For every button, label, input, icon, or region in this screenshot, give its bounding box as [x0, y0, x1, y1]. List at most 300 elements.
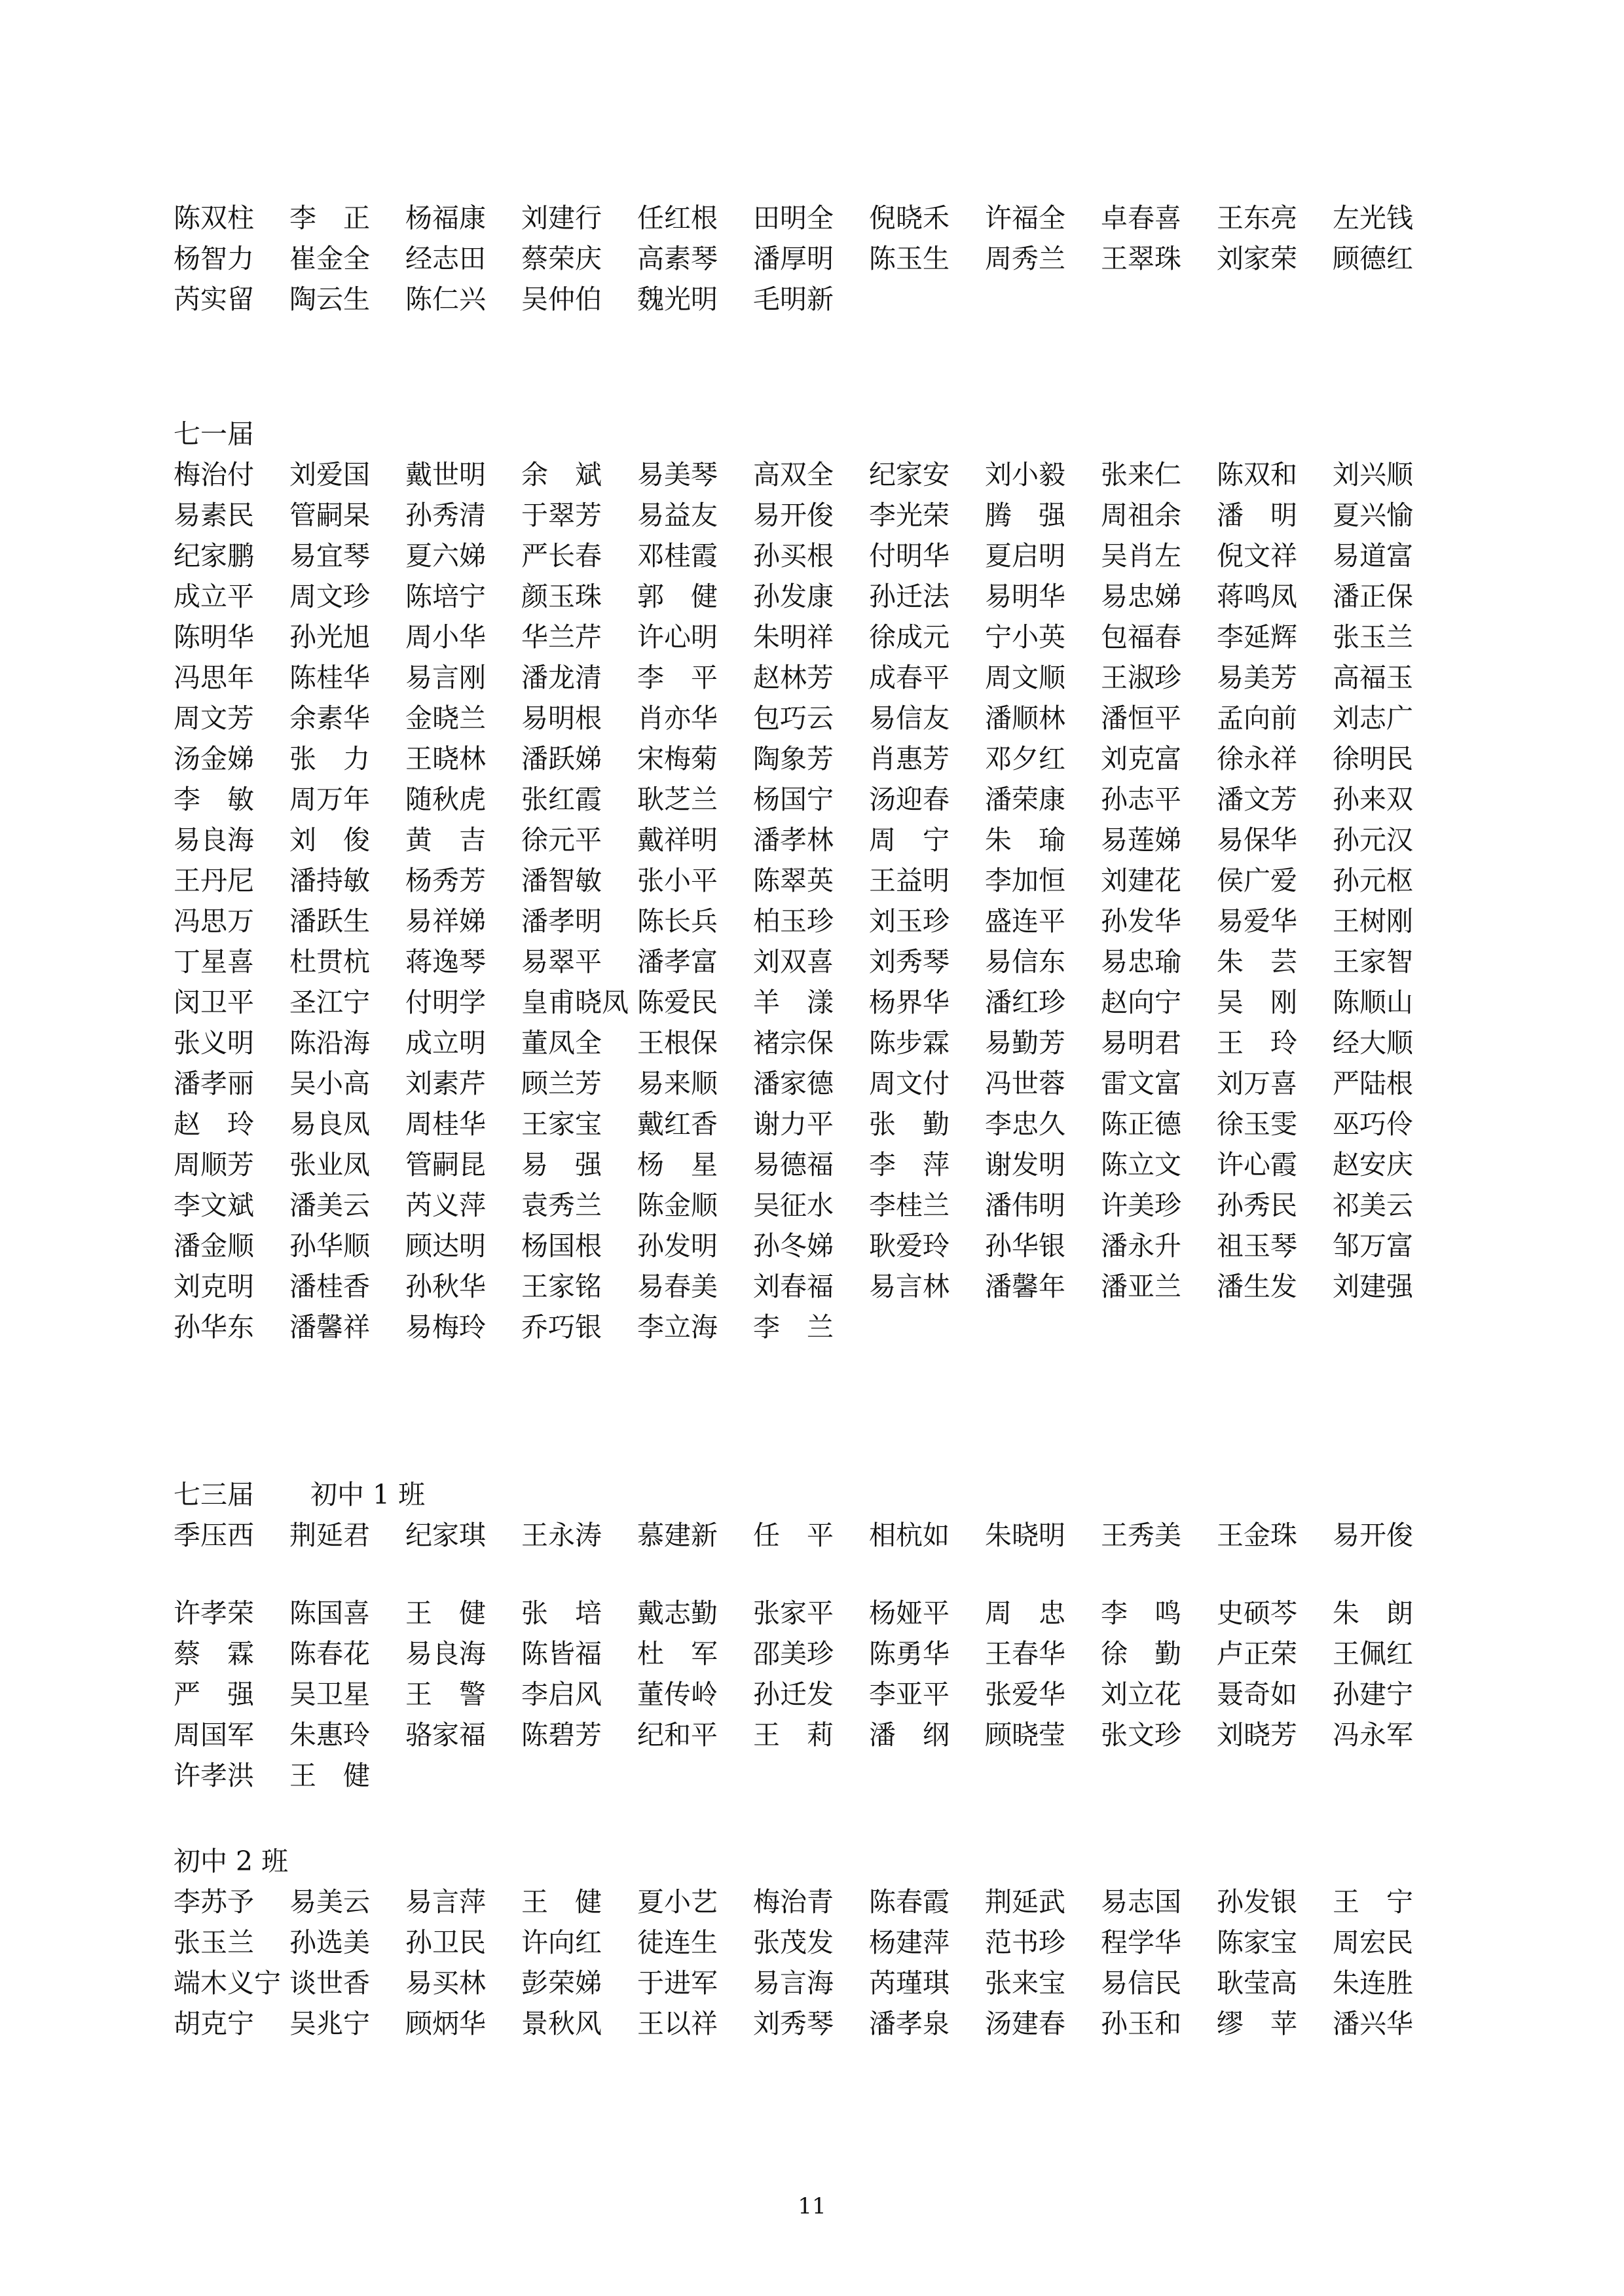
name-entry: 易德福 — [753, 1149, 834, 1180]
name-entry: 潘文芳 — [1217, 784, 1297, 815]
name-entry: 陈桂华 — [289, 662, 370, 693]
name-entry: 邓夕红 — [985, 743, 1065, 774]
name-entry: 骆家福 — [405, 1719, 486, 1751]
name-entry: 吴 刚 — [1217, 987, 1297, 1018]
name-entry: 陶象芳 — [753, 743, 834, 774]
name-entry: 易益友 — [637, 500, 718, 531]
name-entry: 许福全 — [985, 202, 1065, 234]
name-entry: 王树刚 — [1333, 905, 1413, 937]
name-entry: 戴志勤 — [637, 1597, 718, 1629]
name-entry: 冯世蓉 — [985, 1068, 1065, 1099]
name-row — [174, 238, 1483, 279]
name-entry: 孙卫民 — [405, 1927, 486, 1958]
name-entry: 张业凤 — [289, 1149, 370, 1180]
name-entry: 徐成元 — [869, 621, 950, 653]
name-entry: 周文芳 — [174, 702, 254, 734]
name-entry: 李苏予 — [174, 1886, 254, 1918]
name-entry: 经大顺 — [1333, 1027, 1413, 1059]
name-entry: 李忠久 — [985, 1108, 1065, 1140]
name-row — [174, 820, 1483, 860]
name-entry: 易言萍 — [405, 1886, 486, 1918]
name-entry: 刘克富 — [1101, 743, 1181, 774]
name-entry: 蔡 霖 — [174, 1638, 254, 1669]
name-entry: 芮瑾琪 — [869, 1967, 950, 1999]
name-entry: 潘馨祥 — [289, 1311, 370, 1343]
name-entry: 徐永祥 — [1217, 743, 1297, 774]
name-entry: 潘顺林 — [985, 702, 1065, 734]
name-entry: 刘 俊 — [289, 824, 370, 856]
name-entry: 易忠瑜 — [1101, 946, 1181, 977]
name-entry: 蒋逸琴 — [405, 946, 486, 977]
name-entry: 杨界华 — [869, 987, 950, 1018]
name-entry: 易言海 — [753, 1967, 834, 1999]
name-entry: 易保华 — [1217, 824, 1297, 856]
name-entry: 陈仁兴 — [405, 283, 486, 315]
name-entry: 崔金全 — [289, 243, 370, 274]
name-entry: 刘家荣 — [1217, 243, 1297, 274]
name-entry: 余素华 — [289, 702, 370, 734]
name-entry: 冯思年 — [174, 662, 254, 693]
section-heading-class73 — [174, 1474, 425, 1515]
name-row — [174, 2003, 1483, 2044]
name-entry: 梅治青 — [753, 1886, 834, 1918]
name-entry: 杨福康 — [405, 202, 486, 234]
name-entry: 程学华 — [1101, 1927, 1181, 1958]
name-entry: 王金珠 — [1217, 1520, 1297, 1551]
name-entry: 包巧云 — [753, 702, 834, 734]
name-entry: 易明华 — [985, 581, 1065, 612]
name-entry: 朱 朗 — [1333, 1597, 1413, 1629]
name-entry: 杨娅平 — [869, 1597, 950, 1629]
name-entry: 潘智敏 — [521, 865, 602, 896]
name-entry: 周文付 — [869, 1068, 950, 1099]
name-entry: 潘红珍 — [985, 987, 1065, 1018]
name-entry: 周顺芳 — [174, 1149, 254, 1180]
name-entry: 赵林芳 — [753, 662, 834, 693]
name-entry: 易春美 — [637, 1271, 718, 1302]
name-entry: 易良凤 — [289, 1108, 370, 1140]
name-entry: 付明华 — [869, 540, 950, 572]
name-entry: 金晓兰 — [405, 702, 486, 734]
name-entry: 王家智 — [1333, 946, 1413, 977]
name-entry: 严长春 — [521, 540, 602, 572]
name-entry: 陈勇华 — [869, 1638, 950, 1669]
name-entry: 严陆根 — [1333, 1068, 1413, 1099]
name-entry: 冯思万 — [174, 905, 254, 937]
name-entry: 杨建萍 — [869, 1927, 950, 1958]
name-entry: 盛连平 — [985, 905, 1065, 937]
name-entry: 周文顺 — [985, 662, 1065, 693]
name-entry: 刘建强 — [1333, 1271, 1413, 1302]
name-list-class71 — [174, 454, 1483, 1347]
name-entry: 朱 芸 — [1217, 946, 1297, 977]
name-entry: 易来顺 — [637, 1068, 718, 1099]
name-row — [174, 941, 1483, 982]
name-row — [174, 738, 1483, 779]
name-entry: 肖惠芳 — [869, 743, 950, 774]
name-row — [174, 1063, 1483, 1104]
name-entry: 经志田 — [405, 243, 486, 274]
section-heading-text: 七一届 — [174, 418, 254, 450]
name-entry: 祁美云 — [1333, 1190, 1413, 1221]
name-entry: 陈玉生 — [869, 243, 950, 274]
name-entry: 潘金顺 — [174, 1230, 254, 1262]
name-entry: 王淑珍 — [1101, 662, 1181, 693]
name-entry: 许孝洪 — [174, 1760, 254, 1791]
name-entry: 高素琴 — [637, 243, 718, 274]
name-entry: 潘亚兰 — [1101, 1271, 1181, 1302]
name-entry: 周文珍 — [289, 581, 370, 612]
name-entry: 夏启明 — [985, 540, 1065, 572]
name-entry: 蒋鸣凤 — [1217, 581, 1297, 612]
name-entry: 李延辉 — [1217, 621, 1297, 653]
name-entry: 陈春霞 — [869, 1886, 950, 1918]
name-entry: 陈碧芳 — [521, 1719, 602, 1751]
name-entry: 王 宁 — [1333, 1886, 1413, 1918]
name-entry: 潘孝泉 — [869, 2008, 950, 2039]
name-entry: 潘恒平 — [1101, 702, 1181, 734]
name-entry: 孙建宁 — [1333, 1679, 1413, 1710]
name-entry: 孙元枢 — [1333, 865, 1413, 896]
name-entry: 陈沿海 — [289, 1027, 370, 1059]
name-entry: 袁秀兰 — [521, 1190, 602, 1221]
name-entry: 高双全 — [753, 459, 834, 490]
name-entry: 易言林 — [869, 1271, 950, 1302]
name-entry: 陈长兵 — [637, 905, 718, 937]
name-entry: 纪和平 — [637, 1719, 718, 1751]
name-entry: 张小平 — [637, 865, 718, 896]
name-entry: 任 平 — [753, 1520, 834, 1551]
name-entry: 孙迁发 — [753, 1679, 834, 1710]
name-row — [174, 698, 1483, 738]
name-entry: 潘 明 — [1217, 500, 1297, 531]
name-entry: 王 警 — [405, 1679, 486, 1710]
name-entry: 张红霞 — [521, 784, 602, 815]
name-entry: 汤迎春 — [869, 784, 950, 815]
name-list-class73-1 — [174, 1515, 1483, 1556]
name-entry: 许孝荣 — [174, 1597, 254, 1629]
name-entry: 徐玉雯 — [1217, 1108, 1297, 1140]
name-row — [174, 860, 1483, 901]
name-entry: 严 强 — [174, 1679, 254, 1710]
name-entry: 孙秀民 — [1217, 1190, 1297, 1221]
name-entry: 杨国宁 — [753, 784, 834, 815]
name-entry: 邵美珍 — [753, 1638, 834, 1669]
section-heading-class73-2 — [174, 1841, 288, 1882]
name-entry: 顾德红 — [1333, 243, 1413, 274]
name-entry: 孙冬娣 — [753, 1230, 834, 1262]
name-entry: 纪家安 — [869, 459, 950, 490]
name-entry: 潘家德 — [753, 1068, 834, 1099]
name-entry: 孙玉和 — [1101, 2008, 1181, 2039]
name-entry: 李 兰 — [753, 1311, 834, 1343]
name-entry: 周祖余 — [1101, 500, 1181, 531]
name-entry: 易明君 — [1101, 1027, 1181, 1059]
section-heading-text: 初中 2 班 — [174, 1846, 289, 1877]
name-entry: 易言刚 — [405, 662, 486, 693]
name-row — [174, 576, 1483, 617]
name-entry: 潘持敏 — [289, 865, 370, 896]
name-row — [174, 536, 1483, 576]
name-entry: 聂奇如 — [1217, 1679, 1297, 1710]
name-entry: 顾晓莹 — [985, 1719, 1065, 1751]
page-number: 11 — [798, 2193, 826, 2219]
name-entry: 华兰芹 — [521, 621, 602, 653]
name-row — [174, 1963, 1483, 2003]
name-entry: 乔巧银 — [521, 1311, 602, 1343]
name-entry: 李桂兰 — [869, 1190, 950, 1221]
name-entry: 周 宁 — [869, 824, 950, 856]
name-entry: 刘建行 — [521, 202, 602, 234]
name-entry: 张 勤 — [869, 1108, 950, 1140]
name-entry: 王 玲 — [1217, 1027, 1297, 1059]
name-entry: 王家宝 — [521, 1108, 602, 1140]
name-entry: 宁小英 — [985, 621, 1065, 653]
name-entry: 刘万喜 — [1217, 1068, 1297, 1099]
name-entry: 卓春喜 — [1101, 202, 1181, 234]
name-entry: 陈翠英 — [753, 865, 834, 896]
name-entry: 孙元汉 — [1333, 824, 1413, 856]
name-entry: 夏小艺 — [637, 1886, 718, 1918]
name-row — [174, 1266, 1483, 1307]
name-entry: 周 忠 — [985, 1597, 1065, 1629]
name-row — [174, 1023, 1483, 1063]
name-entry: 柏玉珍 — [753, 905, 834, 937]
name-entry: 顾达明 — [405, 1230, 486, 1262]
name-entry: 吴兆宁 — [289, 2008, 370, 2039]
name-entry: 戴世明 — [405, 459, 486, 490]
section-heading-class71 — [174, 414, 254, 454]
name-row — [174, 1144, 1483, 1185]
name-entry: 戴祥明 — [637, 824, 718, 856]
name-entry: 易美琴 — [637, 459, 718, 490]
name-entry: 王永涛 — [521, 1520, 602, 1551]
name-row — [174, 198, 1483, 238]
name-entry: 许心明 — [637, 621, 718, 653]
name-entry: 耿莹高 — [1217, 1967, 1297, 1999]
name-entry: 潘馨年 — [985, 1271, 1065, 1302]
name-entry: 付明学 — [405, 987, 486, 1018]
name-entry: 李 鸣 — [1101, 1597, 1181, 1629]
name-entry: 易忠娣 — [1101, 581, 1181, 612]
name-entry: 易莲娣 — [1101, 824, 1181, 856]
name-entry: 皇甫晓凤 — [521, 987, 629, 1018]
name-row — [174, 1307, 1483, 1347]
name-entry: 李立海 — [637, 1311, 718, 1343]
name-entry: 杨智力 — [174, 243, 254, 274]
name-entry: 谈世香 — [289, 1967, 370, 1999]
name-entry: 夏兴愉 — [1333, 500, 1413, 531]
name-entry: 王东亮 — [1217, 202, 1297, 234]
name-entry: 徐明民 — [1333, 743, 1413, 774]
name-entry: 杜 军 — [637, 1638, 718, 1669]
name-entry: 陈培宁 — [405, 581, 486, 612]
name-entry: 包福春 — [1101, 621, 1181, 653]
section-subheading-text: 初中 1 班 — [310, 1479, 426, 1510]
name-entry: 孙秀清 — [405, 500, 486, 531]
name-entry: 顾兰芳 — [521, 1068, 602, 1099]
name-entry: 陈双柱 — [174, 202, 254, 234]
name-entry: 成立平 — [174, 581, 254, 612]
name-entry: 随秋虎 — [405, 784, 486, 815]
name-entry: 周桂华 — [405, 1108, 486, 1140]
name-entry: 夏六娣 — [405, 540, 486, 572]
name-entry: 侯广爱 — [1217, 865, 1297, 896]
name-entry: 邹万富 — [1333, 1230, 1413, 1262]
name-entry: 宋梅菊 — [637, 743, 718, 774]
name-entry: 李 平 — [637, 662, 718, 693]
name-entry: 易勤芳 — [985, 1027, 1065, 1059]
name-row — [174, 657, 1483, 698]
name-row — [174, 1593, 1483, 1633]
name-entry: 羊 漾 — [753, 987, 834, 1018]
name-entry: 朱惠玲 — [289, 1719, 370, 1751]
name-entry: 李文斌 — [174, 1190, 254, 1221]
name-row — [174, 617, 1483, 657]
name-row — [174, 454, 1483, 495]
name-entry: 王佩红 — [1333, 1638, 1413, 1669]
name-entry: 耿芝兰 — [637, 784, 718, 815]
name-entry: 陶云生 — [289, 283, 370, 315]
name-entry: 潘跃娣 — [521, 743, 602, 774]
name-entry: 陈明华 — [174, 621, 254, 653]
name-entry: 李亚平 — [869, 1679, 950, 1710]
name-entry: 张 培 — [521, 1597, 602, 1629]
name-entry: 孙秋华 — [405, 1271, 486, 1302]
name-entry: 魏光明 — [637, 283, 718, 315]
name-entry: 端木义宁 — [174, 1967, 281, 1999]
name-row — [174, 779, 1483, 820]
name-entry: 孟向前 — [1217, 702, 1297, 734]
name-entry: 王家铭 — [521, 1271, 602, 1302]
name-entry: 易宜琴 — [289, 540, 370, 572]
name-entry: 蔡荣庆 — [521, 243, 602, 274]
name-entry: 易良海 — [174, 824, 254, 856]
name-entry: 许心霞 — [1217, 1149, 1297, 1180]
name-entry: 易开俊 — [1333, 1520, 1413, 1551]
name-entry: 潘美云 — [289, 1190, 370, 1221]
name-entry: 田明全 — [753, 202, 834, 234]
name-entry: 易 强 — [521, 1149, 602, 1180]
name-entry: 季压西 — [174, 1520, 254, 1551]
name-row — [174, 1515, 1483, 1556]
name-entry: 张文珍 — [1101, 1719, 1181, 1751]
name-entry: 景秋风 — [521, 2008, 602, 2039]
name-entry: 徒连生 — [637, 1927, 718, 1958]
name-entry: 刘兴顺 — [1333, 459, 1413, 490]
name-entry: 纪家琪 — [405, 1520, 486, 1551]
name-entry: 杨 星 — [637, 1149, 718, 1180]
name-entry: 易信友 — [869, 702, 950, 734]
name-entry: 范书珍 — [985, 1927, 1065, 1958]
name-entry: 孙华东 — [174, 1311, 254, 1343]
name-entry: 王以祥 — [637, 2008, 718, 2039]
name-entry: 张 力 — [289, 743, 370, 774]
name-entry: 董凤全 — [521, 1027, 602, 1059]
name-entry: 毛明新 — [753, 283, 834, 315]
name-entry: 孙华顺 — [289, 1230, 370, 1262]
name-entry: 周宏民 — [1333, 1927, 1413, 1958]
name-entry: 朱 瑜 — [985, 824, 1065, 856]
name-entry: 孙华银 — [985, 1230, 1065, 1262]
name-entry: 潘伟明 — [985, 1190, 1065, 1221]
name-entry: 祖玉琴 — [1217, 1230, 1297, 1262]
name-entry: 慕建新 — [637, 1520, 718, 1551]
name-entry: 刘爱国 — [289, 459, 370, 490]
name-entry: 周秀兰 — [985, 243, 1065, 274]
name-entry: 赵安庆 — [1333, 1149, 1413, 1180]
name-entry: 王 莉 — [753, 1719, 834, 1751]
name-entry: 刘秀琴 — [869, 946, 950, 977]
name-entry: 孙发银 — [1217, 1886, 1297, 1918]
name-entry: 孙志平 — [1101, 784, 1181, 815]
name-entry: 潘孝富 — [637, 946, 718, 977]
name-entry: 张义明 — [174, 1027, 254, 1059]
name-row — [174, 1104, 1483, 1144]
name-entry: 孙光旭 — [289, 621, 370, 653]
name-list-class73-2 — [174, 1882, 1483, 2044]
name-entry: 李 萍 — [869, 1149, 950, 1180]
name-entry: 卢正荣 — [1217, 1638, 1297, 1669]
name-entry: 于进军 — [637, 1967, 718, 1999]
name-entry: 吴肖左 — [1101, 540, 1181, 572]
name-entry: 王秀美 — [1101, 1520, 1181, 1551]
name-row — [174, 1755, 1483, 1796]
name-entry: 朱明祥 — [753, 621, 834, 653]
name-entry: 易祥娣 — [405, 905, 486, 937]
name-entry: 张来宝 — [985, 1967, 1065, 1999]
name-entry: 孙发华 — [1101, 905, 1181, 937]
name-entry: 张玉兰 — [1333, 621, 1413, 653]
name-entry: 黄 吉 — [405, 824, 486, 856]
name-entry: 易美芳 — [1217, 662, 1297, 693]
name-entry: 陈皆福 — [521, 1638, 602, 1669]
name-entry: 李启风 — [521, 1679, 602, 1710]
name-entry: 成春平 — [869, 662, 950, 693]
name-entry: 汤金娣 — [174, 743, 254, 774]
name-entry: 吴征水 — [753, 1190, 834, 1221]
name-entry: 芮实留 — [174, 283, 254, 315]
name-entry: 于翠芳 — [521, 500, 602, 531]
name-entry: 纪家鹏 — [174, 540, 254, 572]
name-entry: 潘孝林 — [753, 824, 834, 856]
name-entry: 荆延君 — [289, 1520, 370, 1551]
name-entry: 李 正 — [289, 202, 370, 234]
name-entry: 陈春花 — [289, 1638, 370, 1669]
name-entry: 陈家宝 — [1217, 1927, 1297, 1958]
name-entry: 刘春福 — [753, 1271, 834, 1302]
name-entry: 王丹尼 — [174, 865, 254, 896]
name-entry: 许向红 — [521, 1927, 602, 1958]
name-entry: 刘建花 — [1101, 865, 1181, 896]
name-entry: 汤建春 — [985, 2008, 1065, 2039]
name-entry: 芮义萍 — [405, 1190, 486, 1221]
name-entry: 郭 健 — [637, 581, 718, 612]
name-entry: 刘小毅 — [985, 459, 1065, 490]
name-entry: 陈国喜 — [289, 1597, 370, 1629]
name-entry: 耿爱玲 — [869, 1230, 950, 1262]
name-entry: 王益明 — [869, 865, 950, 896]
name-entry: 王翠珠 — [1101, 243, 1181, 274]
name-entry: 陈金顺 — [637, 1190, 718, 1221]
name-entry: 王春华 — [985, 1638, 1065, 1669]
name-entry: 雷文富 — [1101, 1068, 1181, 1099]
section-heading-text: 七三届 — [174, 1479, 254, 1510]
name-entry: 易志国 — [1101, 1886, 1181, 1918]
name-row — [174, 1226, 1483, 1266]
name-entry: 潘厚明 — [753, 243, 834, 274]
name-entry: 潘兴华 — [1333, 2008, 1413, 2039]
